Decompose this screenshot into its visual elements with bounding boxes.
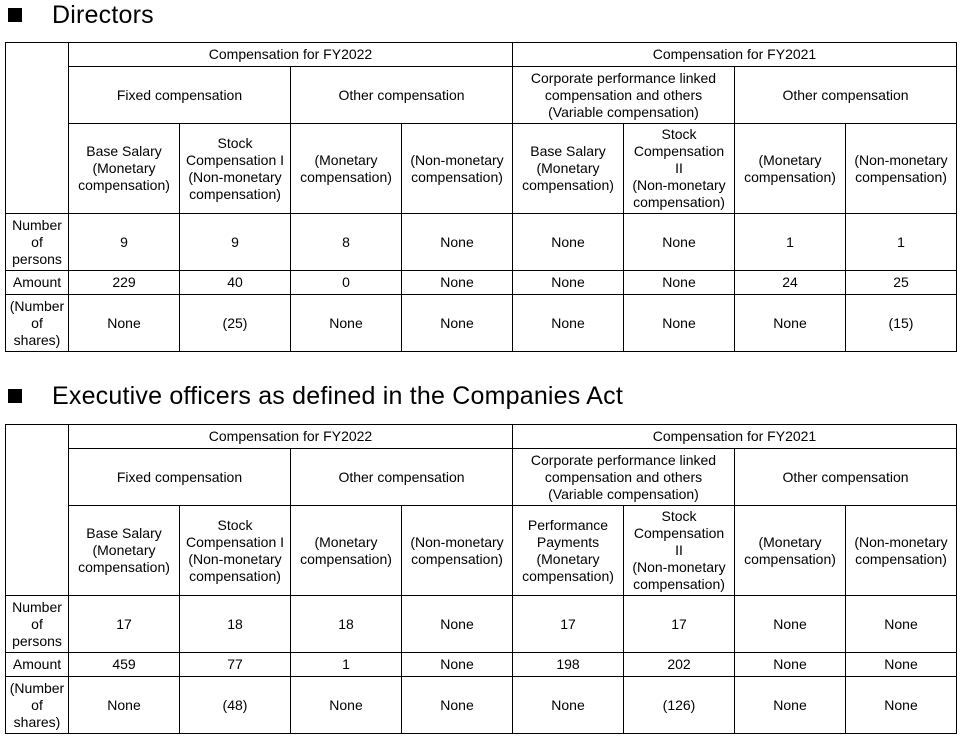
fy2021-header: Compensation for FY2021 [513,425,957,449]
column-header: (Monetary compensation) [291,506,402,596]
column-header: Stock Compensation II (Non-monetary compensation) [624,124,735,214]
table-cell: None [402,295,513,352]
table-cell: None [735,677,846,734]
other-compensation-2022-header: Other compensation [291,67,513,124]
column-header: (Monetary compensation) [735,124,846,214]
fy2022-header: Compensation for FY2022 [69,425,513,449]
section-title-executive-officers [0,381,623,411]
corner-cell [6,43,69,214]
row-label: Amount [6,653,69,677]
table-cell: None [291,677,402,734]
table-row [6,295,957,352]
fixed-compensation-header: Fixed compensation [69,67,291,124]
table-cell: None [846,677,957,734]
table-cell: None [624,214,735,271]
variable-compensation-header: Corporate performance linked compensation and others (Variable compensation) [513,67,735,124]
table-cell: 459 [69,653,180,677]
table-cell: (126) [624,677,735,734]
table-row [6,653,957,677]
table-cell: None [69,677,180,734]
other-compensation-2021-header: Other compensation [735,449,957,506]
column-header: Stock Compensation I (Non-monetary compensation) [180,124,291,214]
row-label: (Number of shares) [6,295,69,352]
corner-cell [6,425,69,596]
table-cell: None [735,596,846,653]
column-header: (Non-monetary compensation) [846,506,957,596]
square-bullet-icon [8,389,22,403]
column-header: Stock Compensation II (Non-monetary compensation) [624,506,735,596]
table-cell: (25) [180,295,291,352]
directors-compensation-table [5,42,957,352]
table-cell: 229 [69,271,180,295]
table-cell: 17 [69,596,180,653]
table-cell: None [513,295,624,352]
row-label: (Number of shares) [6,677,69,734]
table-row [6,271,957,295]
table-cell: 18 [180,596,291,653]
table-cell: None [402,271,513,295]
section-title-directors [0,0,154,30]
fixed-compensation-header: Fixed compensation [69,449,291,506]
table-cell: (15) [846,295,957,352]
table-cell: None [624,271,735,295]
square-bullet-icon [8,8,22,22]
column-header: (Non-monetary compensation) [402,124,513,214]
row-label: Number of persons [6,596,69,653]
table-cell: 25 [846,271,957,295]
table-cell: 9 [69,214,180,271]
table-cell: 24 [735,271,846,295]
table-cell: None [69,295,180,352]
row-label: Amount [6,271,69,295]
table-cell: 17 [513,596,624,653]
fy2022-header: Compensation for FY2022 [69,43,513,67]
table-cell: None [291,295,402,352]
table-cell: 17 [624,596,735,653]
table-cell: None [513,271,624,295]
table-row [6,596,957,653]
table-row [6,677,957,734]
executive-officers-compensation-table [5,424,957,734]
other-compensation-2021-header: Other compensation [735,67,957,124]
table-cell: None [513,677,624,734]
table-cell: None [735,295,846,352]
column-header: Base Salary (Monetary compensation) [69,124,180,214]
table-cell: None [402,214,513,271]
column-header: (Monetary compensation) [735,506,846,596]
column-header: Stock Compensation I (Non-monetary compensation) [180,506,291,596]
table-cell: 198 [513,653,624,677]
column-header: Base Salary (Monetary compensation) [69,506,180,596]
table-cell: 202 [624,653,735,677]
table-cell: (48) [180,677,291,734]
table-cell: None [402,677,513,734]
table-cell: None [735,653,846,677]
table-cell: 18 [291,596,402,653]
table-cell: 40 [180,271,291,295]
table-cell: None [846,653,957,677]
table-cell: 9 [180,214,291,271]
table-row [6,214,957,271]
table-cell: 1 [846,214,957,271]
table-cell: None [402,596,513,653]
column-header: Base Salary (Monetary compensation) [513,124,624,214]
column-header: (Monetary compensation) [291,124,402,214]
table-cell: 1 [735,214,846,271]
column-header: (Non-monetary compensation) [846,124,957,214]
row-label: Number of persons [6,214,69,271]
variable-compensation-header: Corporate performance linked compensation and others (Variable compensation) [513,449,735,506]
column-header: (Non-monetary compensation) [402,506,513,596]
table-cell: None [402,653,513,677]
section-title-text: Executive officers as defined in the Companies Act [52,381,623,410]
section-title-text: Directors [52,0,154,29]
column-header: Performance Payments (Monetary compensation) [513,506,624,596]
table-cell: 0 [291,271,402,295]
table-cell: 1 [291,653,402,677]
table-cell: None [513,214,624,271]
other-compensation-2022-header: Other compensation [291,449,513,506]
table-cell: None [846,596,957,653]
table-cell: 8 [291,214,402,271]
fy2021-header: Compensation for FY2021 [513,43,957,67]
table-cell: 77 [180,653,291,677]
table-cell: None [624,295,735,352]
